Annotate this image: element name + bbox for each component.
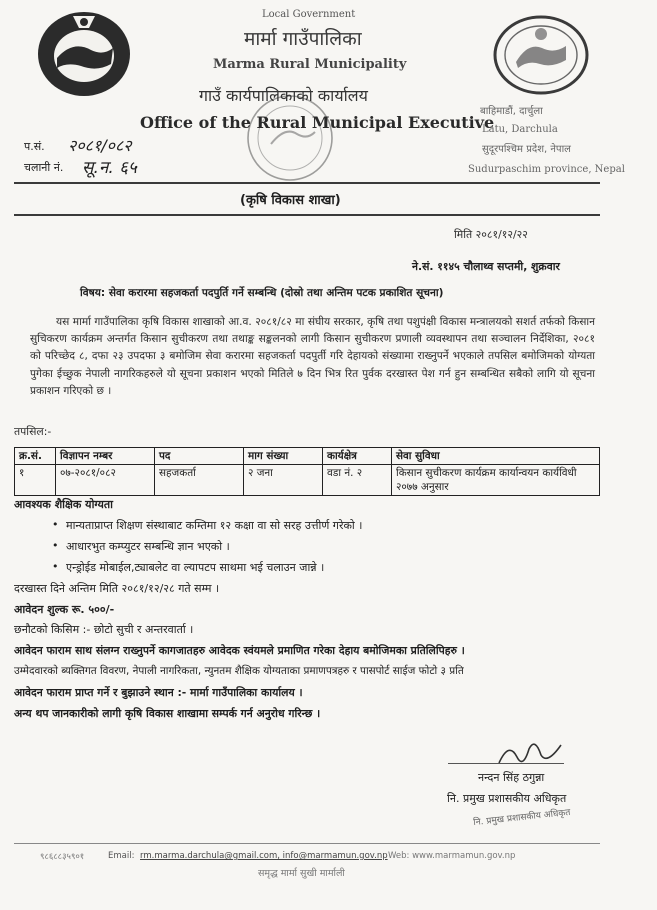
signatory-name: नन्दन सिंह ठगुन्ना	[478, 771, 545, 784]
qualifications-heading: आवश्यक शैक्षिक योग्यता	[14, 498, 114, 511]
nepal-emblem-icon	[33, 6, 135, 102]
location-np: बाहिमाडौं, दार्चुला	[480, 106, 543, 117]
column-header: सेवा सुविधा	[392, 448, 600, 465]
qualification-item: • मान्यताप्राप्त शिक्षण संस्थाबाट कम्तिमा १२ कक्षा वा सो सरह उत्तीर्ण गरेको ।	[66, 518, 362, 533]
body-paragraph: यस मार्मा गाउँपालिका कृषि विकास शाखाको आ.व. २०८१/८२ मा संघीय सरकार, कृषि तथा पशुपंक्षी विकास मन्त्रालयको सशर्त तर्फको किसान सुचिकरण कार्यक्रम अन्तर्गत किसान सुचीकरण तथा तथाङ्क सङ्कलनको लागी किसान सुचीकरण प्रणाली व्यवस्थापन तथा सञ्चालन निर्देशिका, २०८१ को परिच्छेद ८, दफा २३ उपदफा ३ बमोजिम सेवा करारमा सहजकर्ता पदपुर्ती गरि देहायको संख्यामा राख्नुपर्ने भएकाले तपसिल बमोजिमको योग्यता पुगेका ईच्छुक नेपाली नागरिकहरुले यो सूचना प्रकाशन भएको मितिले ७ दिन भित्र रित पुर्वक दरखास्त पेश गर्न हुन सम्बन्धित सबैको लागि यो सूचना प्रकाशन गरिएको छ ।	[30, 316, 595, 397]
signature-stamp: नि. प्रमुख प्रशासकीय अधिकृत	[472, 807, 571, 829]
govt-label: Local Government	[262, 9, 356, 20]
fee-line: आवेदन शुल्क रू. ५००/-	[14, 603, 115, 616]
column-header: पद	[155, 448, 244, 465]
header-divider	[14, 182, 600, 184]
footer-divider	[14, 843, 600, 844]
section-title: (कृषि विकास शाखा)	[240, 193, 341, 208]
nepal-sambat-date: ने.सं. ११४५ चौलाथ्व सप्तमी, शुक्रवार	[412, 260, 560, 273]
patra-value: २०८१/०८२	[68, 136, 132, 155]
tapasil-label: तपसिल:-	[14, 425, 52, 438]
chalani-value: सू.न. ६५	[82, 158, 137, 178]
table-cell: सहजकर्ता	[155, 465, 244, 496]
vacancy-table	[14, 447, 600, 496]
table-cell: १	[15, 465, 56, 496]
issue-date: मिति २०८१/१२/२२	[454, 228, 528, 241]
column-header: विज्ञापन नम्बर	[56, 448, 155, 465]
municipality-name-en: Marma Rural Municipality	[213, 57, 407, 72]
location-en: Latu, Darchula	[482, 124, 558, 135]
office-name-np: गाउँ कार्यपालिकाको कार्यालय	[199, 86, 368, 105]
table-header-row	[15, 448, 600, 465]
footer-web: Web: www.marmamun.gov.np	[388, 851, 516, 861]
table-row	[15, 465, 600, 496]
footer-email: rm.marma.darchula@gmail.com, info@marmamun.gov.np	[140, 851, 388, 861]
province-np: सुदूरपश्चिम प्रदेश, नेपाल	[482, 144, 571, 155]
table-cell: २ जना	[244, 465, 323, 496]
signature-line	[448, 763, 564, 764]
table-cell: ०७-२०८१/०८२	[56, 465, 155, 496]
table-cell: वडा नं. २	[323, 465, 392, 496]
signatory-title: नि. प्रमुख प्रशासकीय अधिकृत	[447, 792, 567, 805]
qualification-item: • एन्ड्रोईड मोबाईल,ट्याबलेट वा ल्यापटप साथमा भई चलाउन जान्ने ।	[66, 560, 324, 575]
column-header: माग संख्या	[244, 448, 323, 465]
subject-line: विषय: सेवा करारमा सहजकर्ता पदपुर्ति गर्ने सम्बन्धि (दोस्रो तथा अन्तिम पटक प्रकाशित सूचना)	[80, 287, 444, 299]
contact-note: अन्य थप जानकारीको लागी कृषि विकास शाखामा सम्पर्क गर्न अनुरोध गरिन्छ ।	[14, 707, 321, 720]
municipality-name-np: मार्मा गाउँपालिका	[244, 28, 362, 50]
deadline-line: दरखास्त दिने अन्तिम मिति २०८१/१२/२८ गते सम्म ।	[14, 582, 220, 595]
footer-email-label: Email:	[108, 851, 135, 861]
column-header: क्र.सं.	[15, 448, 56, 465]
documents-heading: आवेदन फाराम साथ संलग्न राख्नुपर्ने कागजातहरु आवेदक स्वंयमले प्रमाणित गरेका देहाय बमोजिमका प्रतिलिपिहरु ।	[14, 644, 465, 657]
signature-icon	[495, 735, 565, 771]
table-cell: किसान सुचीकरण कार्यक्रम कार्यान्वयन कार्यविधी २०७७ अनुसार	[392, 465, 600, 496]
municipality-seal-icon	[490, 12, 592, 98]
column-header: कार्यक्षेत्र	[323, 448, 392, 465]
patra-label: प.सं.	[24, 140, 45, 153]
qualification-item: • आधारभुत कम्प्युटर सम्बन्धि ज्ञान भएको ।	[66, 539, 230, 554]
selection-line: छनौटको किसिम :- छोटो सुची र अन्तरवार्ता ।	[14, 623, 194, 636]
footer-phone: ९८६८८३५९०१	[40, 852, 85, 862]
chalani-label: चलानी नं.	[24, 161, 64, 174]
documents-list: उम्मेदवारको ब्यक्तिगत विवरण, नेपाली नागरिकता, न्युनतम शैक्षिक योग्यताका प्रमाणपत्रहरु र पासपोर्ट साईज फोटो ३ प्रति	[14, 665, 464, 677]
form-place-line: आवेदन फाराम प्राप्त गर्ने र बुझाउने स्थान :- मार्मा गाउँपालिका कार्यालय ।	[14, 686, 303, 699]
footer-slogan: समृद्ध मार्मा सुखी मार्माली	[258, 868, 345, 879]
office-name-en: Office of the Rural Municipal Executive	[140, 113, 495, 132]
province-en: Sudurpaschim province, Nepal	[468, 164, 625, 175]
section-divider	[14, 214, 600, 216]
